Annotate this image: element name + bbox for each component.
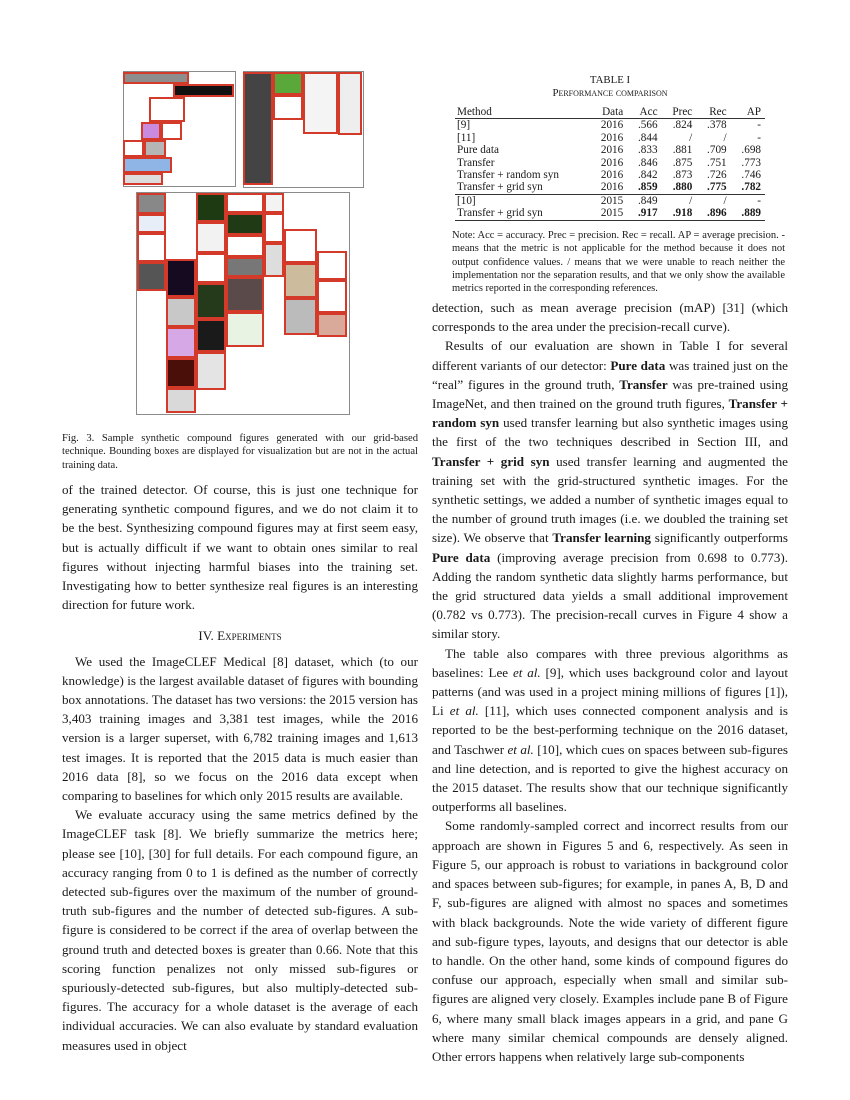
table-cell: [10]	[455, 194, 589, 207]
table-cell: .751	[707, 156, 727, 169]
table-row	[455, 132, 765, 144]
text-run: [9], which uses background color and layout patterns (and was used in a project mining millions of figures [1]), Li	[432, 664, 788, 719]
table-row	[455, 157, 765, 169]
table-row	[455, 181, 765, 194]
italic-text: et al.	[507, 741, 534, 757]
table-cell: .698	[741, 144, 761, 157]
table-cell: -	[757, 119, 761, 132]
table-cell: .880	[672, 181, 693, 194]
text-run: detection, such as mean average precision (mAP) [31] (which corresponds to the area under the precision-recall curve).	[432, 300, 788, 335]
table-cell: .849	[627, 194, 661, 207]
paragraph	[432, 816, 788, 1066]
sub-figure-box	[284, 229, 317, 263]
table-cell: .709	[707, 144, 727, 157]
table-cell: .846	[637, 156, 658, 169]
paragraph: We evaluate accuracy using the same metrics defined by the ImageCLEF task [8]. We briefly summarize the metrics here; please see [10], [30] for full details. For each compound figure, an accuracy ranging from 0 to 1 is defined as the number of correctly detected sub-figures over the maximum of the number of ground-truth sub-figures and the number of detected sub-figures. A sub-figure is considered to be correct if the area of overlap between the ground truth and detected boxes is greater than 0.66. Note that this scoring function penalizes not only missed sub-figures or spuriously-detected sub-figures, but also multiply-detected sub-figures. The accuracy for a whole dataset is the average of each individual accuracies. We can also evaluate by standard evaluation measures used in object	[62, 807, 418, 1053]
sub-figure-box	[123, 173, 163, 185]
sub-figure-box	[166, 388, 196, 413]
sub-figure-box	[264, 243, 284, 277]
table-cell: .726	[707, 169, 727, 182]
table-cell: 2016	[600, 119, 624, 132]
sub-figure-box	[317, 280, 347, 313]
table-cell: 2015	[589, 207, 627, 220]
sub-figure-box	[166, 297, 196, 327]
paragraph: of the trained detector. Of course, this is just one technique for generating synthetic compound figures, and we do not claim it to be the best. Synthesizing compound figures may at first seem easy, but is actually difficult if we want to obtain ones similar to real figures without injecting harmful biases into the training set. Investigating how to better synthesize real figures is an interesting direction for future work.	[62, 482, 418, 613]
text-run: The table also compares with three previous algorithms as baselines: Lee	[432, 645, 788, 680]
text-run: [11], which uses connected component analysis and is reported to be the best-performing technique on the 2016 dataset, and Taschwer	[432, 703, 788, 757]
right-column	[432, 298, 788, 1066]
table-cell: .773	[741, 156, 761, 169]
text-run: [10], which cues on spaces between sub-figures and line detection, and is reported to give the highest accuracy on the 2015 dataset. The results show that our technique significantly outperforms all baselines.	[432, 741, 788, 815]
sub-figure-box	[338, 72, 362, 135]
column-header: Method	[455, 106, 589, 119]
text-run: significantly outperforms	[650, 530, 788, 546]
sub-figure-box	[273, 72, 303, 95]
table-row	[455, 144, 765, 156]
table-cell: .824	[672, 119, 693, 132]
table-note: Note: Acc = accuracy. Prec = precision. Rec = recall. AP = average precision. - means that the metric is not applicable for the method because it does not output confidence values. / means that we were unable to reach neither the implementation nor the separation results, and that we only show the available metrics reported in the corresponding references.	[452, 230, 785, 295]
sub-figure-box	[144, 140, 166, 157]
column-header: Data	[589, 106, 627, 119]
figure-caption: Fig. 3. Sample synthetic compound figures generated with our grid-based technique. Bounding boxes are displayed for visualization but are not in the actual training data.	[62, 433, 418, 471]
sub-figure-box	[173, 84, 234, 97]
sub-figure-box	[226, 235, 264, 257]
text-run: Results of our evaluation are shown in Table I for several different variants of our detector:	[432, 338, 788, 373]
sub-figure-box	[196, 283, 226, 319]
bold-term: Transfer + grid syn	[432, 453, 550, 469]
table-cell: /	[723, 131, 727, 144]
table-cell: 2015	[589, 194, 627, 207]
table-cell: .881	[672, 144, 693, 157]
table-cell: 2016	[600, 169, 624, 182]
sub-figure-box	[196, 222, 226, 253]
paragraph	[432, 644, 788, 817]
section-heading: IV. Experiments	[198, 628, 282, 644]
sub-figure-box	[273, 95, 303, 120]
table-cell: [11]	[457, 131, 476, 144]
sub-figure-box	[137, 262, 166, 291]
table-header-row	[455, 106, 765, 119]
table-cell: 2016	[600, 156, 624, 169]
table-row	[455, 169, 765, 181]
table-cell: .875	[672, 156, 693, 169]
sub-figure-box	[196, 253, 226, 283]
table-cell: -	[731, 194, 765, 207]
text-run: was trained just on the “real” figures in the ground truth,	[432, 357, 788, 392]
table-cell: .566	[637, 119, 658, 132]
left-column	[62, 480, 418, 1055]
paragraph	[432, 336, 788, 643]
table-cell: 2016	[600, 144, 624, 157]
table-cell: .775	[707, 181, 727, 194]
table-row	[455, 119, 765, 132]
sub-figure-box	[284, 263, 317, 298]
text-run: Some randomly-sampled correct and incorrect results from our approach are shown in Figures 5 and 6, respectively. As seen in Figure 5, our approach is robust to variations in background color and spaces between sub-figures; for example, in panes A, B, D and F, sub-figures are aligned with almost no spaces and sometimes with black backgrounds. Note the wide variety of different figure and sub-figure types, layouts, and designs that our detector is able to handle. On the other hand, some kinds of compound figures do confuse our approach, especially when small and similar sub-figures are aligned very closely. Examples include pane B of Figure 6, where many small black images appears in a grid, and pane G where many similar chemical compounds are densely aligned. Other errors happens when relatively large sub-components	[432, 818, 788, 1064]
sub-figure-box	[166, 327, 196, 358]
table-row	[455, 207, 765, 220]
table-cell: .918	[662, 207, 697, 220]
table-label: TABLE I	[589, 74, 631, 86]
table-cell: /	[662, 194, 697, 207]
column-header: Acc	[627, 106, 661, 119]
table-cell: 2016	[600, 131, 624, 144]
table-cell: .873	[672, 169, 693, 182]
sub-figure-box	[317, 313, 347, 337]
table-title: Performance comparison	[552, 87, 668, 99]
sub-figure-box	[226, 193, 264, 213]
table-cell: .782	[741, 181, 761, 194]
table-row	[455, 194, 765, 207]
table-cell: .844	[637, 131, 658, 144]
table-cell: /	[689, 131, 693, 144]
table-cell: Pure data	[457, 144, 499, 157]
paragraph	[432, 298, 788, 336]
sub-figure-box	[123, 72, 189, 84]
sub-figure-box	[123, 140, 144, 157]
column-header: AP	[731, 106, 765, 119]
bold-term: Transfer learning	[552, 530, 651, 546]
sub-figure-box	[137, 233, 166, 262]
table-heading	[432, 74, 788, 100]
text-run: used transfer learning but also synthetic images using the first of the two techniques described in Section III, and	[432, 415, 788, 450]
table-cell: .859	[637, 181, 658, 194]
table-cell: .896	[696, 207, 730, 220]
table-cell: -	[757, 131, 761, 144]
sub-figure-box	[284, 298, 317, 335]
table-cell: .842	[637, 169, 658, 182]
text-run: (improving average precision from 0.698 to 0.773). Adding the random synthetic data slightly harms performance, but the grid structured data yields a small additional improvement (0.782 vs 0.773). The precision-recall curves in Figure 4 show a similar story.	[432, 549, 789, 642]
sub-figure-box	[226, 277, 264, 312]
sub-figure-box	[196, 319, 226, 352]
sub-figure-box	[123, 157, 172, 173]
sub-figure-box	[196, 193, 226, 222]
sub-figure-box	[166, 358, 196, 388]
sub-figure-box	[317, 251, 347, 280]
table-cell: /	[696, 194, 730, 207]
italic-text: et al.	[512, 664, 541, 680]
sub-figure-box	[137, 214, 166, 233]
sub-figure-box	[226, 257, 264, 277]
sub-figure-box	[226, 213, 264, 235]
table-cell: Transfer + random syn	[457, 169, 559, 182]
sub-figure-box	[264, 193, 284, 213]
table-cell: [9]	[457, 119, 471, 132]
bold-term: Pure data	[432, 549, 491, 565]
sub-figure-box	[166, 259, 196, 297]
bold-term: Pure data	[610, 357, 666, 373]
table-cell: Transfer + grid syn	[455, 207, 589, 220]
sub-figure-box	[196, 352, 226, 390]
italic-text: et al.	[449, 703, 479, 719]
paragraph: We used the ImageCLEF Medical [8] dataset, which (to our knowledge) is the largest available dataset of figures with bounding box annotations. The dataset has two versions: the 2015 version has 3,403 training images and 3,381 test images, while the 2016 version is a larger superset, with 6,782 training images and 1,613 test images. It is reported that the 2015 data is much easier than 2016 data [8], so we focus on the 2016 data except when comparing to baselines for which only 2015 results are available.	[62, 653, 418, 804]
table-cell: 2016	[600, 181, 624, 194]
bold-term: Transfer	[619, 376, 668, 392]
table-cell: Transfer + grid syn	[457, 181, 543, 194]
sub-figure-box	[161, 122, 182, 140]
sub-figure-box	[149, 97, 185, 122]
table-cell: .833	[637, 144, 658, 157]
column-header: Prec	[662, 106, 697, 119]
sub-figure-box	[137, 193, 166, 214]
sub-figure-box	[243, 72, 273, 185]
performance-table	[455, 106, 765, 221]
sub-figure-box	[141, 122, 161, 140]
text-run: was pre-trained using ImageNet, and then trained on the ground truth figures,	[432, 376, 788, 412]
table-cell: .917	[627, 207, 661, 220]
table-cell: Transfer	[457, 156, 495, 169]
bold-term: Transfer + random syn	[432, 396, 788, 431]
table-cell: .889	[731, 207, 765, 220]
sub-figure-box	[303, 72, 338, 134]
sub-figure-box	[226, 312, 264, 347]
text-run: used transfer learning and augmented the training set with the grid-structured synthetic images. For the synthetic settings, we added a number of synthetic images equal to the number of ground truth images (i.e. we doubled the training set size). We observe that	[432, 453, 788, 546]
column-header: Rec	[696, 106, 730, 119]
table-cell: .746	[741, 169, 761, 182]
sub-figure-box	[264, 213, 284, 243]
table-cell: .378	[707, 119, 727, 132]
